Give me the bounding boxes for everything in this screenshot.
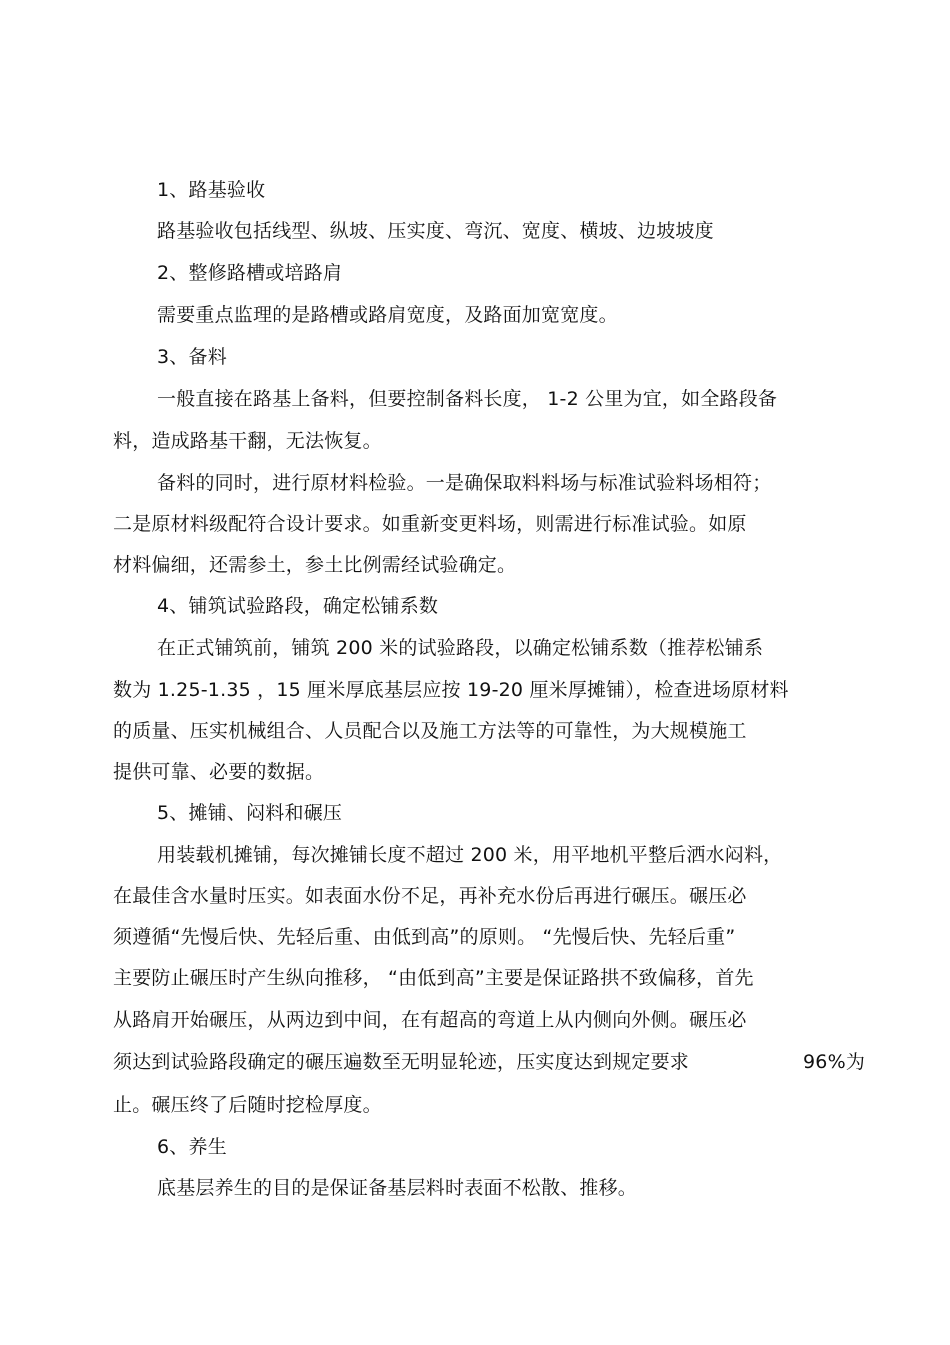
paragraph-line: 底基层养生的目的是保证备基层料时表面不松散、推移。 [157,1177,638,1199]
paragraph-line: 提供可靠、必要的数据。 [113,761,325,783]
paragraph-line: 一般直接在路基上备料，但要控制备料长度， 1-2 公里为宜，如全路段备 [157,388,778,410]
paragraph-line: 的质量、压实机械组合、人员配合以及施工方法等的可靠性，为大规模施工 [113,720,747,742]
section-heading-1: 1、路基验收 [157,179,266,201]
paragraph-line: 从路肩开始碾压，从两边到中间，在有超高的弯道上从内侧向外侧。碾压必 [113,1009,747,1031]
section-heading-6: 6、养生 [157,1136,227,1158]
section-heading-4: 4、铺筑试验路段，确定松铺系数 [157,595,439,617]
section-heading-2: 2、整修路槽或培路肩 [157,262,343,284]
paragraph-line: 需要重点监理的是路槽或路肩宽度，及路面加宽宽度。 [157,304,618,326]
paragraph-line: 主要防止碾压时产生纵向推移， “由低到高”主要是保证路拱不致偏移，首先 [113,967,754,989]
section-heading-3: 3、备料 [157,346,227,368]
paragraph-line: 在最佳含水量时压实。如表面水份不足，再补充水份后再进行碾压。碾压必 [113,885,747,907]
paragraph-line: 须遵循“先慢后快、先轻后重、由低到高”的原则。 “先慢后快、先轻后重” [113,926,736,948]
paragraph-line: 路基验收包括线型、纵坡、压实度、弯沉、宽度、横坡、边坡坡度 [157,220,714,242]
paragraph-line-tail: 96%为 [803,1051,866,1073]
paragraph-line: 在正式铺筑前，铺筑 200 米的试验路段，以确定松铺系数（推荐松铺系 [157,637,764,659]
paragraph-line: 止。碾压终了后随时挖检厚度。 [113,1094,382,1116]
paragraph-line: 料，造成路基干翻，无法恢复。 [113,430,382,452]
paragraph-line: 材料偏细，还需参土，参土比例需经试验确定。 [113,554,517,576]
paragraph-line: 二是原材料级配符合设计要求。如重新变更料场，则需进行标准试验。如原 [113,513,747,535]
section-heading-5: 5、摊铺、闷料和碾压 [157,802,343,824]
paragraph-line: 数为 1.25-1.35 ，15 厘米厚底基层应按 19-20 厘米厚摊铺），检查进场原材料 [113,679,789,701]
paragraph-line: 用装载机摊铺，每次摊铺长度不超过 200 米，用平地机平整后洒水闷料， [157,844,783,866]
paragraph-line: 须达到试验路段确定的碾压遍数至无明显轮迹，压实度达到规定要求 [113,1051,690,1073]
paragraph-line: 备料的同时，进行原材料检验。一是确保取料料场与标准试验料场相符； [157,472,772,494]
